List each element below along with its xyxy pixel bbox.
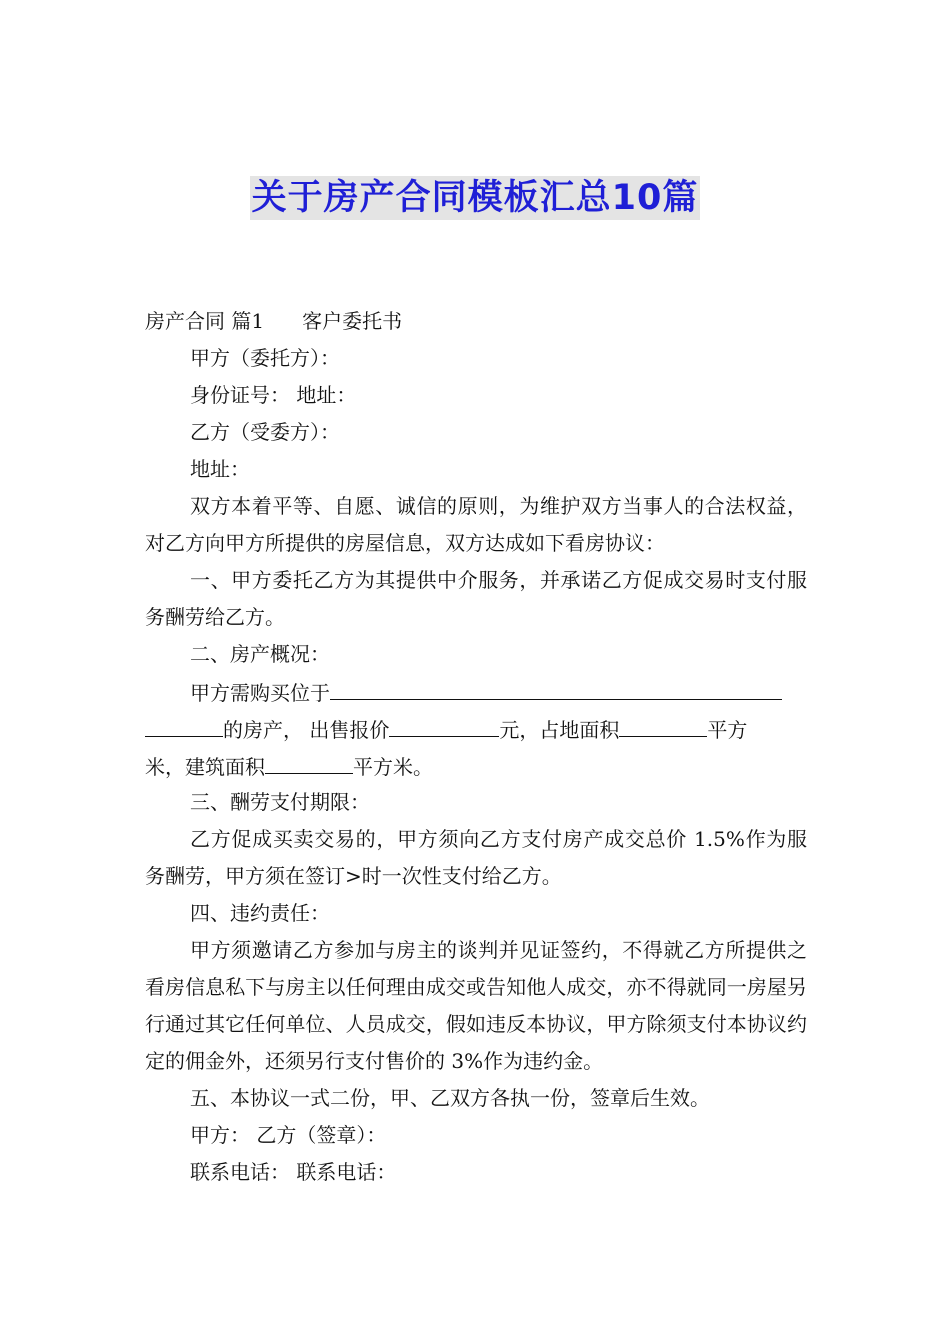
clause-3-title: 三、酬劳支付期限： (190, 790, 370, 814)
phone-line: 联系电话： 联系电话： (190, 1160, 397, 1184)
price-blank (389, 710, 499, 737)
clause-2-text-4: 平方 (707, 718, 748, 742)
document-title: 关于房产合同模板汇总10篇 (251, 178, 699, 218)
id-address-line: 身份证号： 地址： (190, 383, 357, 407)
clause-4-title: 四、违约责任： (190, 901, 330, 925)
clause-2-text-1: 甲方需购买位于 (190, 681, 330, 705)
clause-2-line-2 (145, 710, 807, 747)
signature-line: 甲方： 乙方（签章）： (190, 1123, 387, 1147)
clause-2-text-3: 元，占地面积 (499, 718, 620, 742)
party-b-line: 乙方（受委方）： (190, 420, 340, 444)
heading-left: 房产合同 篇1 (145, 309, 265, 333)
location-blank-continued (145, 710, 223, 737)
clause-4-paragraph: 甲方须邀请乙方参加与房主的谈判并见证签约，不得就乙方所提供之看房信息私下与房主以任何理由成交或告知他人成交，亦不得就同一房屋另行通过其它任何单位、人员成交，假如违反本协议，甲方除须支付本协议约定的佣金外，还须另行支付售价的 3%作为违约金。 (145, 938, 807, 1073)
party-a-line: 甲方（委托方）： (190, 346, 340, 370)
document-body (145, 303, 807, 1191)
clause-2-text-6: 平方米。 (353, 755, 433, 779)
clause-3-paragraph: 乙方促成买卖交易的，甲方须向乙方支付房产成交总价 1.5%作为服务酬劳，甲方须在签订>时一次性支付给乙方。 (145, 827, 807, 888)
clause-2-line-1 (145, 673, 807, 710)
section-heading (145, 303, 807, 340)
clause-2-text-2: 的房产， 出售报价 (223, 718, 390, 742)
clause-2-title: 二、房产概况： (190, 642, 330, 666)
clause-2-line-3 (145, 747, 807, 784)
clause-5-line: 五、本协议一式二份，甲、乙双方各执一份，签章后生效。 (190, 1086, 710, 1110)
building-area-blank (265, 747, 353, 774)
title-container (0, 176, 950, 220)
land-area-blank (619, 710, 707, 737)
address-line: 地址： (190, 457, 250, 481)
clause-2-text-5: 米，建筑面积 (145, 755, 265, 779)
heading-right: 客户委托书 (302, 309, 403, 333)
clause-1-paragraph: 一、甲方委托乙方为其提供中介服务，并承诺乙方促成交易时支付服务酬劳给乙方。 (145, 568, 807, 629)
location-blank (330, 673, 782, 700)
intro-paragraph: 双方本着平等、自愿、诚信的原则，为维护双方当事人的合法权益，对乙方向甲方所提供的房屋信息，双方达成如下看房协议： (145, 494, 807, 555)
